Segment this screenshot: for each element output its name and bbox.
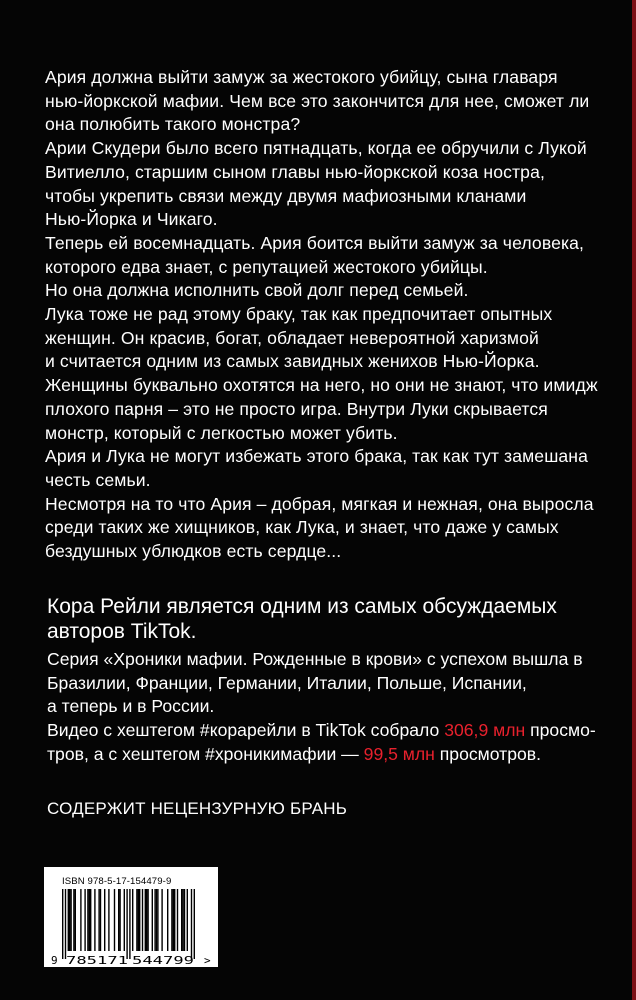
synopsis-paragraph: Арии Скудери было всего пятнадцать, когда ее обручили с Лукой Витиелло, старшим сыном главы нью-йоркской коза ностра, чтобы укрепить связи между двумя мафиозными кланами Нью-Йорка и Чикаго. bbox=[45, 138, 587, 230]
synopsis bbox=[45, 66, 605, 564]
barcode-digits-right: 544799 bbox=[132, 954, 194, 967]
synopsis-paragraph: Теперь ей восемнадцать. Ария боится выйти замуж за человека, которого едва знает, с репутацией жестокого убийцы. bbox=[45, 232, 585, 277]
barcode-bar bbox=[89, 889, 90, 951]
barcode-bar bbox=[136, 889, 137, 951]
barcode-bar bbox=[181, 889, 182, 951]
barcode-bar bbox=[75, 889, 76, 951]
tiktok-stats-text: Видео с хештегом #корарейли в TikTok собрало bbox=[47, 720, 445, 741]
tiktok-stats-text: просмо- тров, а с хештегом #хроникимафии — bbox=[47, 720, 596, 764]
synopsis-paragraph: Ария должна выйти замуж за жестокого убийцу, сына главаря нью-йоркской мафии. Чем все это закончится для нее, сможет ли она полюбить такого монстра? bbox=[45, 67, 590, 135]
synopsis-paragraph: Лука тоже не рад этому браку, так как предпочитает опытных женщин. Он красив, богат, обладает невероятной харизмой и считается одним из самых завидных женихов Нью-Йорка. bbox=[45, 304, 553, 372]
barcode-bar bbox=[68, 889, 69, 951]
series-paragraph: Серия «Хроники мафии. Рожденные в крови» с успехом вышла в Бразилии, Франции, Германии, Италии, Польше, Испании, а теперь и в России. bbox=[47, 649, 583, 717]
tiktok-stats-text: просмотров. bbox=[434, 743, 542, 764]
barcode-bar bbox=[70, 889, 71, 951]
views-count-koraréyli: 306,9 млн bbox=[444, 720, 526, 741]
barcode-bar bbox=[173, 889, 174, 951]
barcode-trailing-mark: > bbox=[204, 954, 211, 967]
barcode-bar bbox=[65, 889, 66, 959]
barcode-bar bbox=[139, 889, 140, 951]
barcode-bar bbox=[114, 889, 115, 951]
barcode-bar bbox=[104, 889, 105, 951]
barcode-bar bbox=[145, 889, 146, 951]
barcode-bar bbox=[171, 889, 172, 951]
synopsis-paragraph: Но она должна исполнить свой долг перед семьей. bbox=[45, 280, 469, 301]
barcode-bar bbox=[90, 889, 91, 951]
barcode-bar bbox=[167, 889, 168, 951]
barcode-digits-left: 785171 bbox=[66, 954, 128, 967]
barcode-bar bbox=[132, 889, 133, 951]
barcode-bar bbox=[142, 889, 143, 951]
barcode-bar bbox=[62, 889, 63, 959]
barcode-digit-first: 9 bbox=[51, 954, 58, 967]
barcode-bar bbox=[108, 889, 109, 951]
tiktok-stats-paragraph bbox=[47, 719, 617, 766]
barcode-bar bbox=[100, 889, 101, 951]
barcode-bar bbox=[174, 889, 175, 951]
barcode-bar bbox=[73, 889, 74, 951]
barcode-bar bbox=[87, 889, 88, 951]
barcode-bar bbox=[184, 889, 185, 951]
barcode-bar bbox=[187, 889, 188, 951]
barcode-bar bbox=[147, 889, 148, 951]
barcode-bar bbox=[138, 889, 139, 951]
barcode-bar bbox=[146, 889, 147, 951]
barcode-bar bbox=[156, 889, 157, 951]
barcode-bar bbox=[182, 889, 183, 951]
barcode-bar bbox=[126, 889, 127, 959]
barcode-bar bbox=[118, 889, 119, 951]
synopsis-paragraph: Женщины буквально охотятся на него, но они не знают, что имидж плохого парня – это не просто игра. Внутри Луки скрывается монстр, который с легкостью может убить. bbox=[45, 375, 598, 443]
cover-edge-strip bbox=[632, 0, 636, 1000]
barcode-bar bbox=[177, 889, 178, 951]
barcode-bar bbox=[152, 889, 153, 951]
isbn-label: ISBN 978-5-17-154479-9 bbox=[62, 876, 172, 887]
barcode-bar bbox=[154, 889, 155, 951]
barcode-bar bbox=[161, 889, 162, 951]
synopsis-paragraph: Несмотря на то что Ария – добрая, мягкая и нежная, она выросла среди таких же хищников, как Лука, и знает, что даже у самых бездушных ублюдков есть сердце... bbox=[45, 493, 594, 562]
barcode-box bbox=[44, 867, 218, 967]
barcode-bar bbox=[191, 889, 192, 959]
profanity-warning: СОДЕРЖИТ НЕЦЕНЗУРНУЮ БРАНЬ bbox=[47, 799, 348, 818]
barcode-bar bbox=[124, 889, 125, 951]
author-heading: Кора Рейли является одним из самых обсуждаемых авторов TikTok. bbox=[47, 595, 557, 643]
barcode-bar bbox=[84, 889, 85, 951]
barcode-bar bbox=[69, 889, 70, 951]
barcode-bar bbox=[157, 889, 158, 951]
views-count-mafia-chronicles: 99,5 млн bbox=[363, 743, 435, 764]
barcode-bar bbox=[129, 889, 130, 959]
barcode-bar bbox=[94, 889, 95, 951]
synopsis-paragraph: Ария и Лука не могут избежать этого брака, так как тут замешана честь семьи. bbox=[45, 446, 588, 490]
barcode-bar bbox=[80, 889, 81, 951]
barcode-bar bbox=[194, 889, 195, 959]
author-info bbox=[47, 648, 617, 767]
barcode-bar bbox=[98, 889, 99, 951]
barcode-bar bbox=[119, 889, 120, 951]
